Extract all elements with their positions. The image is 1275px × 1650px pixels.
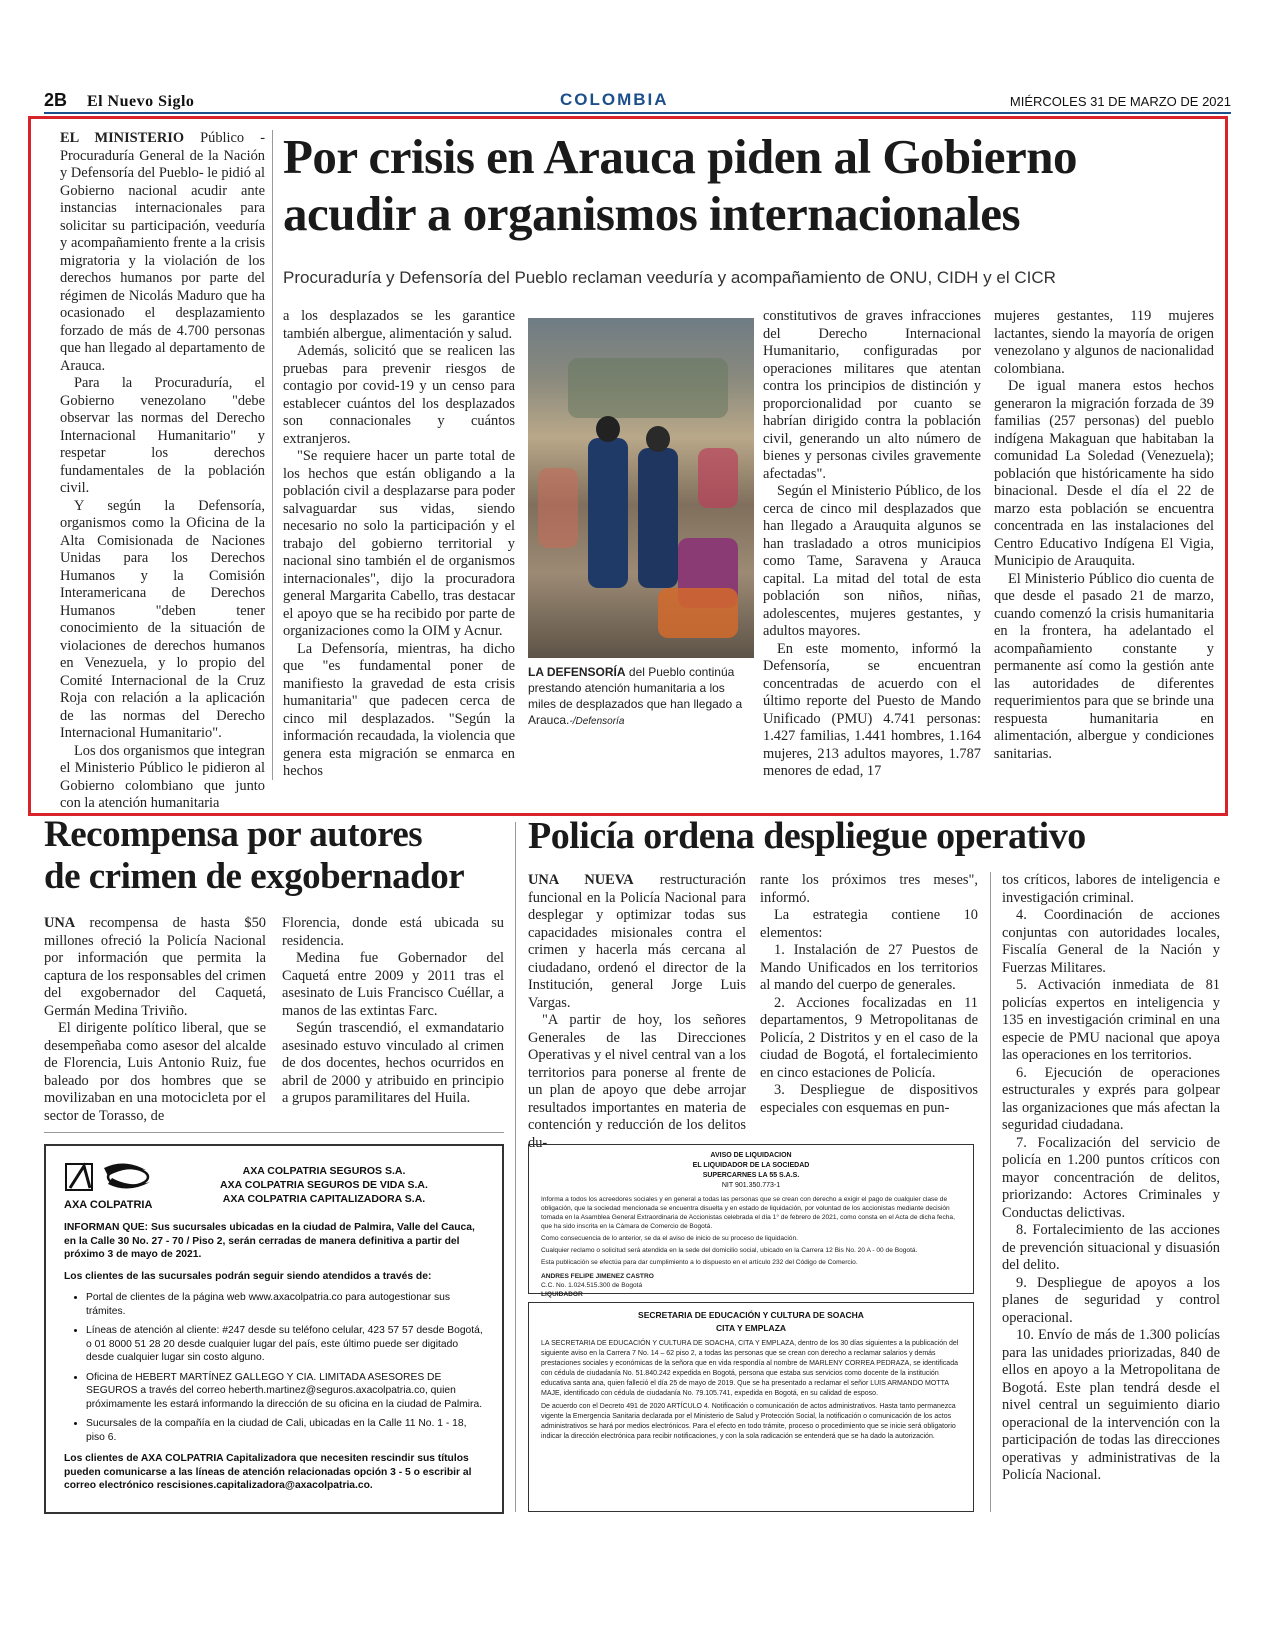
ad-company-list xyxy=(164,1160,484,1206)
main-story-col4 xyxy=(763,308,981,781)
notice-paragraph: Esta publicación se efectúa para dar cumplimiento a lo dispuesto en el artículo 232 del Código de Comercio. xyxy=(541,1259,858,1266)
story3-headline: Policía ordena despliegue operativo xyxy=(528,815,1086,857)
notice-body xyxy=(541,1195,961,1299)
notice-title-line: EL LIQUIDADOR DE LA SOCIEDAD xyxy=(692,1162,810,1169)
company-name: AXA COLPATRIA SEGUROS DE VIDA S.A. xyxy=(220,1179,428,1191)
caption-lead: LA DEFENSORÍA xyxy=(528,665,626,679)
paragraph: 1. Instalación de 27 Puestos de Mando Unificados en los territorios al mando del cuerpo de generales. xyxy=(760,942,978,993)
paragraph: 2. Acciones focalizadas en 11 departamentos, 9 Metropolitanas de Policía, 2 Distritos y en el caso de la ciudad de Bogotá, el fortalecimiento en cinco estaciones de Policía. xyxy=(760,994,978,1081)
main-story-col1 xyxy=(60,130,265,813)
notice-body xyxy=(541,1339,961,1442)
company-name: AXA COLPATRIA CAPITALIZADORA S.A. xyxy=(222,1193,426,1205)
paragraph: 5. Activación inmediata de 81 policías expertos en inteligencia y 135 en investigación criminal en una especie de PMU nacional que apoya las operaciones en los territorios. xyxy=(1002,977,1220,1063)
ad-sub: Los clientes de las sucursales podrán seguir siendo atendidos a través de: xyxy=(64,1270,432,1282)
notice-title-line: SUPERCARNES LA 55 S.A.S. xyxy=(702,1172,800,1179)
notice-signature: LIQUIDADOR xyxy=(541,1291,583,1298)
notice-paragraph: Cualquier reclamo o solicitud será atendida en la sede del domicilio social, ubicado en la Carrera 12 Bis No. 20 A - 00 de Bogotá. xyxy=(541,1247,918,1254)
headline-line: acudir a organismos internacionales xyxy=(283,186,1021,241)
main-story-col2 xyxy=(283,308,515,781)
column-divider xyxy=(515,822,516,1512)
paragraph: 9. Despliegue de apoyos a los planes de seguridad y control operacional. xyxy=(1002,1274,1220,1326)
ad-intro: INFORMAN QUE: Sus sucursales ubicadas en la ciudad de Palmira, Valle del Cauca, en la Calle 30 No. 27 - 70 / Piso 2, serán cerradas de manera definitiva a partir del próximo 3 de mayo de 2021. xyxy=(64,1222,475,1260)
paragraph: El dirigente político liberal, que se desempeñaba como asesor del alcalde de Florencia, Luis Antonio Ruiz, fue baleado por dos hombres que se movilizaban en una motocicleta por el sector de Torasso, de xyxy=(44,1020,266,1124)
notice-title-line: CITA Y EMPLAZA xyxy=(715,1323,787,1333)
notice-title xyxy=(541,1151,961,1191)
paragraph: 10. Envío de más de 1.300 policías para las unidades priorizadas, 840 de ellos en apoyo a la Metropolitana de Bogotá. Este plan tendrá desde el nivel central un seguimiento diario operacional de la intervención con la participación de todas las direcciones operativas y administrativas de la Policía Nacional. xyxy=(1002,1327,1220,1483)
story2-headline xyxy=(44,814,504,898)
paragraph: El Ministerio Público dio cuenta de que desde el pasado 21 de marzo, cuando comenzó la crisis humanitaria en la frontera, ha adelantado el acompañamiento constante y permanente así como la gestión ante las autoridades de diferentes requerimientos para que se brinde una respuesta humanitaria en alimentación, albergue y condiciones sanitarias. xyxy=(994,570,1214,762)
story3-col1 xyxy=(528,872,746,1152)
company-name: AXA COLPATRIA SEGUROS S.A. xyxy=(242,1165,406,1177)
notice-title-line: AVISO DE LIQUIDACION xyxy=(710,1152,792,1159)
paragraph: 4. Coordinación de acciones conjuntas con autoridades locales, Fiscalía General de la Nación y Fuerzas Militares. xyxy=(1002,907,1220,976)
logo-text: AXA COLPATRIA xyxy=(64,1199,153,1211)
liquidation-notice xyxy=(528,1144,974,1298)
paragraph: En este momento, informó la Defensoría, se encuentran concentradas de acuerdo con el último reporte del Puesto de Mando Unificado (PMU) 4.741 personas: 1.427 familias, 1.441 hombres, 1.164 mujeres, 213 adultos mayores, 1.787 menores de edad, 17 xyxy=(763,640,981,779)
headline-line: de crimen de exgobernador xyxy=(44,856,465,897)
paragraph: rante los próximos tres meses", informó. xyxy=(760,872,978,906)
axa-logo xyxy=(64,1160,164,1211)
paragraph: tos críticos, labores de inteligencia e investigación criminal. xyxy=(1002,872,1220,906)
paragraph: 3. Despliegue de dispositivos especiales con esquemas en pun- xyxy=(760,1082,978,1116)
notice-paragraph: De acuerdo con el Decreto 491 de 2020 ARTÍCULO 4. Notificación o comunicación de actos administrativos. Hasta tanto permanezca vigente la Emergencia Sanitaria declarada por el Ministerio de Salud y Protección Social, la notificación o comunicación de los actos administrativos se hará por medios electrónicos. Para el efecto en todo trámite, proceso o procedimiento que se inicie será obligatorio indicar la dirección electrónica para recibir notificaciones, y con la sola radicación se entenderá que se ha dado la autorización. xyxy=(541,1403,956,1440)
ad-header xyxy=(64,1160,484,1211)
story3-col2 xyxy=(760,872,978,1117)
paragraph: Además, solicitó que se realicen las pruebas para prevenir riesgos de contagio por covid-19 y un censo para establecer cuántos del los desplazados son connacionales y cuántos extranjeros. xyxy=(283,343,515,447)
lead-in: UNA NUEVA xyxy=(528,872,634,888)
paragraph: recompensa de hasta $50 millones ofreció la Policía Nacional por información que permita la captura de los responsables del crimen del exgobernador del Caquetá, Germán Medina Triviño. xyxy=(44,915,266,1019)
headline-line: Recompensa por autores xyxy=(44,814,423,855)
ad-channel: • Oficina de HEBERT MARTÍNEZ GALLEGO Y CIA. LIMITADA ASESORES DE SEGUROS a través del correo heberth.martinez@seguros.axacolpatria.co, quien próximamente les estará informando la dirección de su oficina en la ciudad de Palmira. xyxy=(86,1371,484,1412)
paragraph: Florencia, donde está ubicada su residencia. xyxy=(282,915,504,949)
main-subheadline: Procuraduría y Defensoría del Pueblo reclaman veeduría y acompañamiento de ONU, CIDH y el CICR xyxy=(283,268,1056,287)
paragraph: La estrategia contiene 10 elementos: xyxy=(760,907,978,941)
paragraph: La Defensoría, mientras, ha dicho que "es fundamental poner de manifiesto la gravedad de esta crisis humanitaria" que padecen cerca de cinco mil desplazados. "Según la información recaudada, la violencia que genera esta migración se enmarca en hechos xyxy=(283,640,515,779)
header-rule xyxy=(44,112,1231,114)
photo-caption xyxy=(528,664,756,730)
notice-nit: NIT 901.350.773-1 xyxy=(721,1182,781,1189)
paragraph: De igual manera estos hechos generaron la migración forzada de 39 familias (257 personas) del pueblo indígena Makaguan que habitaban la comunidad La Soledad (Venezuela); población que históricamente ha sido binacional. Desde el día el 22 de marzo esta población se encuentra concentrada en las instalaciones del Centro Educativo Indígena El Vigia, Municipio de Arauquita. xyxy=(994,378,1214,569)
issue-date: MIÉRCOLES 31 DE MARZO DE 2021 xyxy=(1009,94,1231,109)
notice-signature: C.C. No. 1.024.515.300 de Bogotá xyxy=(541,1282,643,1289)
ad-outro: Los clientes de AXA COLPATRIA Capitalizadora que necesiten rescindir sus títulos pueden comunicarse a las líneas de atención relacionadas opción 3 - 5 o escribir al correo electrónico rescisiones.capitalizadora@axacolpatria.co. xyxy=(64,1453,472,1491)
paragraph: Según el Ministerio Público, de los cerca de cinco mil desplazados que han llegado a Arauquita algunos se han trasladado a otros municipios como Tame, Saravena y Arauca capital. La mitad del total de esta población son niños, niñas, adolescentes, mujeres gestantes, y adultos mayores. xyxy=(763,483,981,639)
paragraph: 7. Focalización del servicio de policía en 1.200 puntos críticos con mayor concentración de delitos, priorizando: Actores Criminales y Conductas delictivas. xyxy=(1002,1134,1220,1221)
soacha-notice xyxy=(528,1302,974,1512)
paragraph: "Se requiere hacer un parte total de los hechos que están obligando a la población civil a desplazarse para poder salvaguardar sus vidas, siendo necesario no solo la participación y el trabajo del gobierno territorial y nacional sino también el de organismos internacionales", dijo la procuradora general Margarita Cabello, tras destacar el apoyo que se ha recibido por parte de organizaciones como la OIM y Acnur. xyxy=(283,448,515,639)
ad-channel: • Líneas de atención al cliente: #247 desde su teléfono celular, 423 57 57 desde Bogotá, o 01 8000 51 28 20 desde cualquier lugar del país, este último puede ser digitado desde cualquier lugar sin costo alguno. xyxy=(86,1324,484,1365)
photo-credit: -/Defensoría xyxy=(569,716,625,727)
notice-paragraph: Informa a todos los acreedores sociales y en general a todas las personas que se crean con derecho a exigir el pago de cualquier clase de obligación, que la sociedad mencionada se encuentra disuelta y en estado de liquidación, por voluntad de los accionistas mediante decisión tomada en la Asamblea General Extraordinaria de Accionistas celebrada el día 1° de febrero de 2021, como consta en el Acta de dicha fecha, que ha sido inscrita en la Cámara de Comercio de Bogotá. xyxy=(541,1196,955,1230)
paragraph: "A partir de hoy, los señores Generales de las Direcciones Operativas y el nivel central van a los territorios para ponerse al frente de un plan de apoyo que debe arrojar resultados importantes en materia de contención y reducción de los delitos du- xyxy=(528,1012,746,1151)
axa-logo-icon xyxy=(64,1160,156,1194)
ad-channel: • Portal de clientes de la página web www.axacolpatria.co para autogestionar sus trámites. xyxy=(86,1291,484,1318)
ad-channel: • Sucursales de la compañía en la ciudad de Cali, ubicadas en la Calle 11 No. 1 - 18, piso 6. xyxy=(86,1417,484,1444)
section-name: COLOMBIA xyxy=(560,90,669,109)
story2-col2 xyxy=(282,915,504,1108)
paragraph: 6. Ejecución de operaciones estructurales y exprés para golpear las organizaciones que más afectan la seguridad ciudadana. xyxy=(1002,1064,1220,1133)
notice-paragraph: LA SECRETARIA DE EDUCACIÓN Y CULTURA DE SOACHA, CITA Y EMPLAZA, dentro de los 30 días siguientes a la publicación del siguiente aviso en la Carrera 7 No. 14 – 62 piso 2, a todas las personas que se crean con derecho a reclamar salarios y demás prestaciones sociales y económicas de la señora que en vida respondía al nombre de MARLENY CORREA PEDRAZA, se identificada con cédula de ciudadanía No. 51.840.242 expedida en Bogotá, persona que estaba sus servicios como docente de la institución educativa santa ana, quien falleció el día 25 de mayo de 2019. Que se ha presentado a reclamar el señor LUIS ARMANDO MOTTA MAJE, identificado con cédula de ciudadanía No. 79.105.741, expedida en Bogotá, en su calidad de esposo. xyxy=(541,1340,959,1397)
paragraph: a los desplazados se les garantice también albergue, alimentación y salud. xyxy=(283,308,515,342)
story2-col1 xyxy=(44,915,266,1125)
paragraph: Los dos organismos que integran el Ministerio Público le pidieron al Gobierno colombiano que junto con la atención humanitaria xyxy=(60,742,265,811)
paragraph: restructuración funcional en la Policía Nacional para desplegar y optimizar todas sus capacidades misionales contra el crimen y hacerla más cercana al ciudadano, ordenó el director de la Institución, general Jorge Luis Vargas. xyxy=(528,872,747,1011)
paragraph: Y según la Defensoría, organismos como la Oficina de la Alta Comisionada de Naciones Unidas para los Derechos Humanos y la Comisión Interamericana de Derechos Humanos "deben tener conocimiento de la situación de violaciones de derechos humanos en Venezuela, y lo propio del Comité Internacional de la Cruz Roja con relación a la aplicación de las normas del Derecho Internacional Humanitario". xyxy=(60,497,265,741)
paragraph: 8. Fortalecimiento de las acciones de prevención situacional y disuasión del delito. xyxy=(1002,1222,1220,1273)
notice-title-line: SECRETARIA DE EDUCACIÓN Y CULTURA DE SOACHA xyxy=(638,1310,864,1320)
paragraph: Público -Procuraduría General de la Nación y Defensoría del Pueblo- le pidió al Gobierno nacional acudir ante instancias internacionales para solicitar su participación, veeduría y acompañamiento frente a la crisis migratoria y la violación de los derechos humanos por parte del régimen de Nicolás Maduro que ha ocasionado el desplazamiento forzado de más de 4.700 personas que han llegado al departamento de Arauca. xyxy=(60,130,266,374)
main-story-col5 xyxy=(994,308,1214,763)
paragraph: mujeres gestantes, 119 mujeres lactantes, siendo la mayoría de origen venezolano y algunos de nacionalidad colombiana. xyxy=(994,308,1214,377)
page-header-left xyxy=(44,90,194,111)
ad-body xyxy=(64,1221,484,1493)
lead-in: UNA xyxy=(44,915,76,931)
story3-col3 xyxy=(1002,872,1220,1485)
notice-signature: ANDRES FELIPE JIMENEZ CASTRO xyxy=(541,1273,654,1280)
paragraph: Medina fue Gobernador del Caquetá entre 2009 y 2011 tras el asesinato de Luis Francisco Cuéllar, a manos de las extintas Farc. xyxy=(282,950,504,1019)
axa-colpatria-ad xyxy=(44,1144,504,1514)
notice-title xyxy=(541,1309,961,1335)
newspaper-name: El Nuevo Siglo xyxy=(86,93,195,110)
section-divider xyxy=(44,1132,504,1133)
column-divider xyxy=(272,130,273,780)
headline-line: Por crisis en Arauca piden al Gobierno xyxy=(283,129,1078,184)
lead-in: EL MINISTERIO xyxy=(60,130,185,146)
ad-channel-list xyxy=(64,1291,484,1444)
column-divider xyxy=(990,872,991,1512)
caption-body: del Pueblo continúa prestando atención humanitaria a los miles de desplazados que han llegado a Arauca. xyxy=(528,665,743,727)
notice-paragraph: Como consecuencia de lo anterior, se da el aviso de inicio de su proceso de liquidación. xyxy=(541,1235,798,1242)
page-number: 2B xyxy=(44,90,68,110)
main-headline xyxy=(283,128,1213,242)
paragraph: Según trascendió, el exmandatario asesinado estuvo vinculado al crimen de dos docentes, hechos ocurridos en abril de 2000 y atribuido en principio a grupos paramilitares del Huila. xyxy=(282,1020,504,1106)
paragraph: Para la Procuraduría, el Gobierno venezolano "debe observar las normas del Derecho Internacional Humanitario" y respetar los derechos fundamentales de la población civil. xyxy=(60,375,265,496)
paragraph: constitutivos de graves infracciones del Derecho Internacional Humanitario, configuradas por operaciones militares que atentan contra los principios de distinción y proporcionalidad por cuanto se habrían dirigido contra la población civil, generando un alto número de bienes y personas civiles gravemente afectadas". xyxy=(763,308,981,482)
news-photo xyxy=(528,318,754,658)
